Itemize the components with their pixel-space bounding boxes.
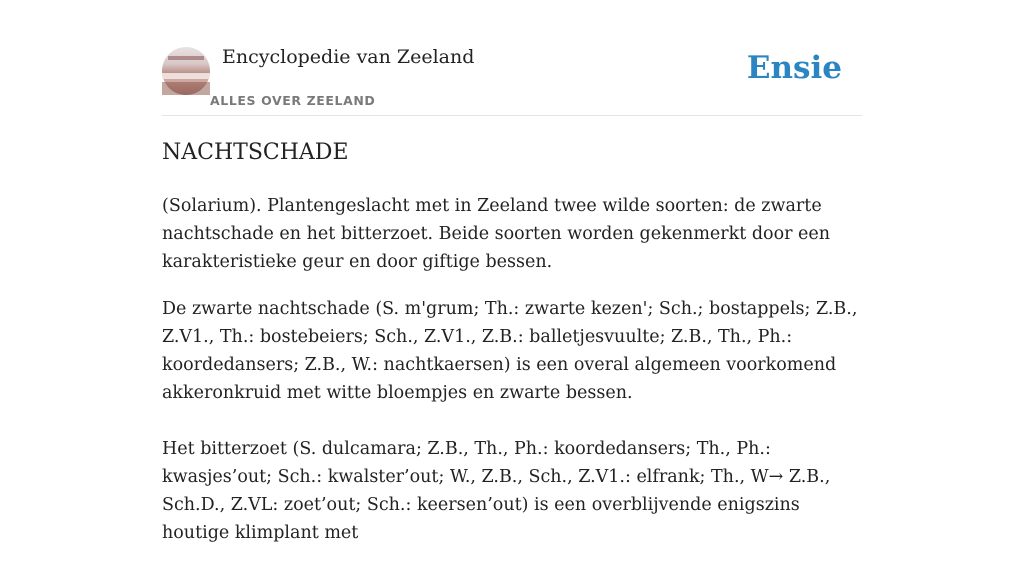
site-avatar[interactable]: [162, 47, 210, 95]
article-paragraph: De zwarte nachtschade (S. m'grum; Th.: zwarte kezen'; Sch.; bostappels; Z.B., Z.V1., Th.: bostebeiers; Sch., Z.V1., Z.B.: balletjesvuulte; Z.B., Th., Ph.: koordedansers; Z.B., W.: nachtkaersen) is een overal algemeen voorkomend akkeronkruid met witte bloempjes en zwarte bessen.: [162, 299, 858, 403]
article-paragraph: Het bitterzoet (S. dulcamara; Z.B., Th., Ph.: koordedansers; Th., Ph.: kwasjes’out; Sch.: kwalster’out; W., Z.B., Sch., Z.V1.: elfrank; Th., W→ Z.B., Sch.D., Z.VL: zoet’out; Sch.: keersen’out) is een overblijvende enigszins houtige klimplant met: [162, 439, 831, 543]
article-body: [162, 192, 862, 566]
article-title: NACHTSCHADE: [162, 140, 349, 165]
avatar-photo-detail: [162, 73, 210, 79]
site-title[interactable]: Encyclopedie van Zeeland: [222, 46, 475, 68]
paragraph-spacer: [162, 407, 862, 435]
avatar-photo-detail: [162, 82, 210, 95]
site-header: [162, 44, 862, 116]
site-subtitle: ALLES OVER ZEELAND: [210, 93, 376, 108]
avatar-photo-detail: [168, 56, 204, 60]
brand-logo[interactable]: Ensie: [746, 50, 842, 86]
article-paragraph: (Solarium). Plantengeslacht met in Zeeland twee wilde soorten: de zwarte nachtschade en het bitterzoet. Beide soorten worden gekenmerkt door een karakteristieke geur en door giftige bessen.: [162, 196, 831, 272]
